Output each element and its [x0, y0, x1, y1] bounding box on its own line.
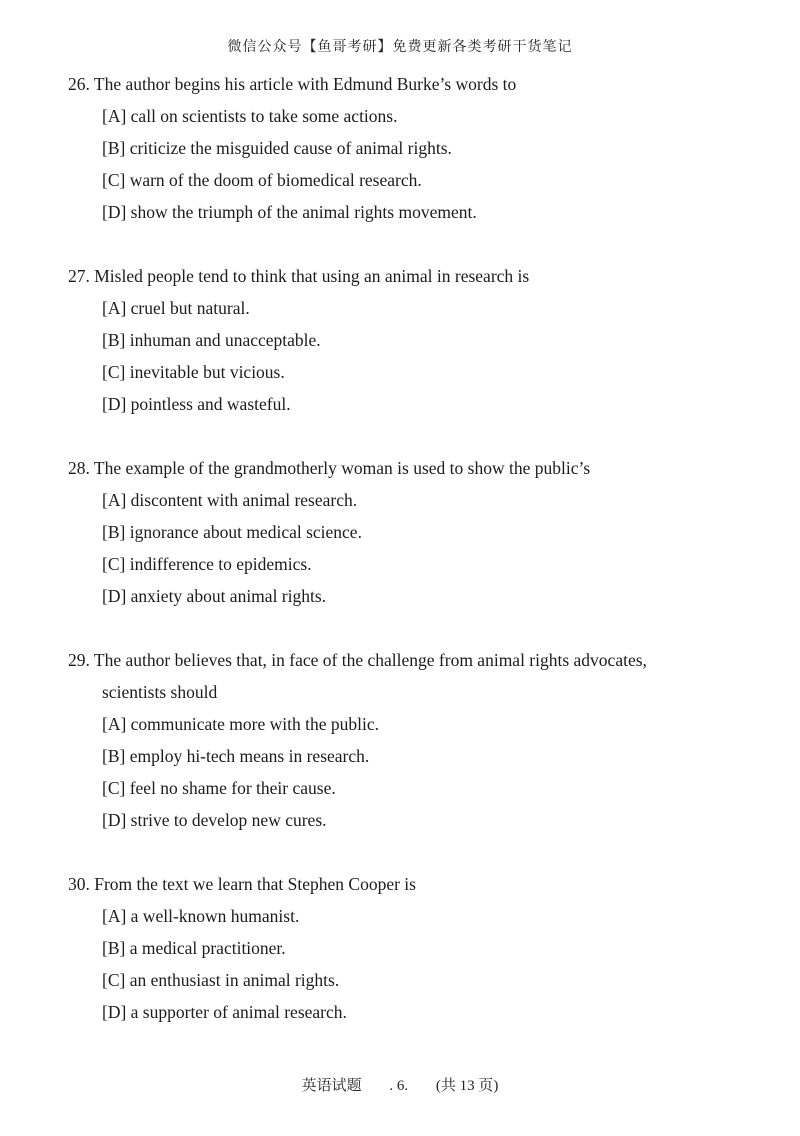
option-a: [A] call on scientists to take some actions.	[102, 106, 398, 126]
question-stem: 28. The example of the grandmotherly woman is used to show the public’s	[68, 458, 591, 478]
question-26	[68, 68, 728, 228]
option-a: [A] a well-known humanist.	[102, 906, 300, 926]
option-c: [C] an enthusiast in animal rights.	[102, 970, 340, 990]
option-c: [C] warn of the doom of biomedical research.	[102, 170, 422, 190]
page-footer	[0, 1074, 800, 1095]
option-d: [D] show the triumph of the animal rights movement.	[102, 202, 477, 222]
question-stem: 30. From the text we learn that Stephen Cooper is	[68, 874, 416, 894]
question-29	[68, 644, 708, 836]
option-a: [A] discontent with animal research.	[102, 490, 358, 510]
option-a: [A] cruel but natural.	[102, 298, 250, 318]
page-header: 微信公众号【鱼哥考研】免费更新各类考研干货笔记	[227, 40, 573, 55]
footer-total-pages: (共 13 页)	[435, 1078, 499, 1094]
option-b: [B] inhuman and unacceptable.	[102, 330, 321, 350]
option-c: [C] feel no shame for their cause.	[102, 778, 336, 798]
option-d: [D] anxiety about animal rights.	[102, 586, 327, 606]
question-27	[68, 260, 728, 420]
question-28	[68, 452, 728, 612]
option-b: [B] criticize the misguided cause of animal rights.	[102, 138, 452, 158]
option-b: [B] a medical practitioner.	[102, 938, 286, 958]
option-b: [B] employ hi-tech means in research.	[102, 746, 370, 766]
question-stem: 29. The author believes that, in face of the challenge from animal rights advocates,	[68, 650, 647, 670]
question-30	[68, 868, 728, 1028]
footer-page-number: . 6.	[389, 1078, 409, 1094]
option-d: [D] strive to develop new cures.	[102, 810, 327, 830]
option-d: [D] a supporter of animal research.	[102, 1002, 347, 1022]
option-d: [D] pointless and wasteful.	[102, 394, 291, 414]
option-c: [C] inevitable but vicious.	[102, 362, 285, 382]
footer-subject: 英语试题	[301, 1078, 362, 1094]
option-c: [C] indifference to epidemics.	[102, 554, 312, 574]
option-a: [A] communicate more with the public.	[102, 714, 380, 734]
question-stem: 27. Misled people tend to think that using an animal in research is	[68, 266, 530, 286]
question-stem: 26. The author begins his article with Edmund Burke’s words to	[68, 74, 517, 94]
question-stem-continued: scientists should	[102, 682, 218, 702]
option-b: [B] ignorance about medical science.	[102, 522, 362, 542]
